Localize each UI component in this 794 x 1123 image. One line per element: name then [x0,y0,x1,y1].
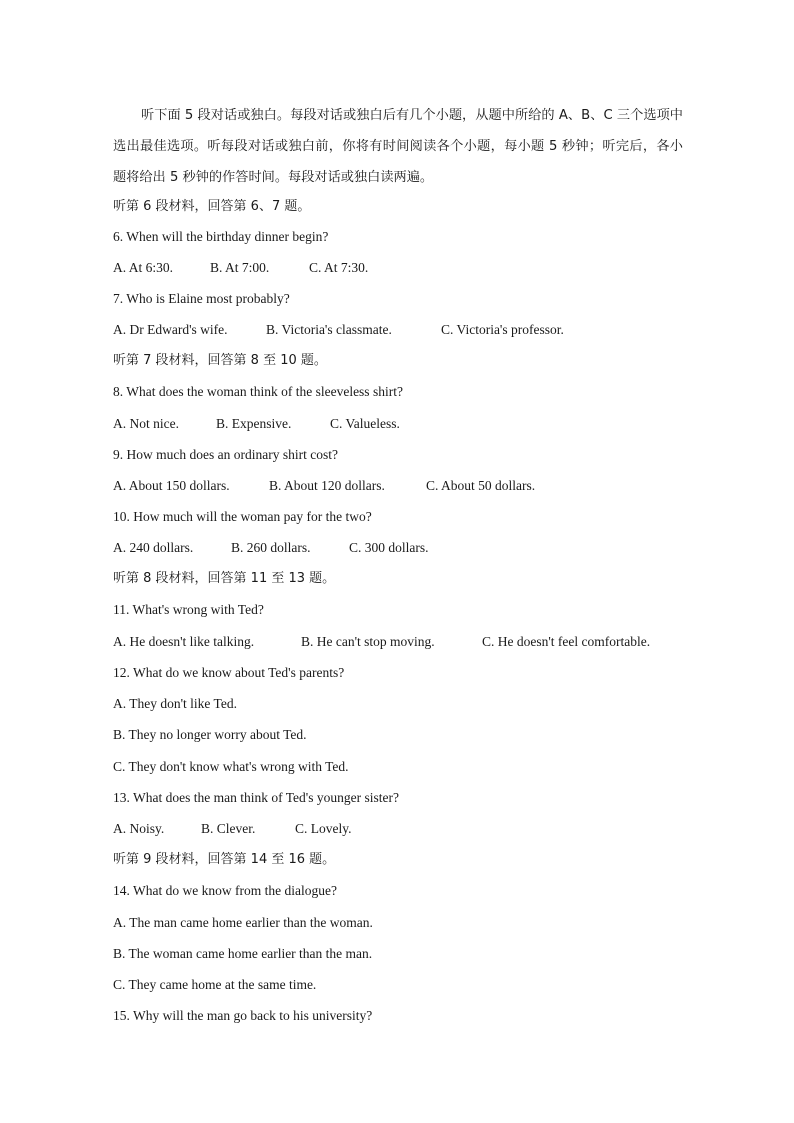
question-6-options [113,259,368,277]
question-15-stem: 15. Why will the man go back to his university? [113,1008,373,1023]
section-heading-7: 听第 7 段材料，回答第 8 至 10 题。 [113,353,327,368]
question-6-stem: 6. When will the birthday dinner begin? [113,229,329,244]
section-heading-6: 听第 6 段材料，回答第 6、7 题。 [113,199,311,214]
question-9-stem: 9. How much does an ordinary shirt cost? [113,447,338,462]
option-b[interactable]: B. Expensive. [216,416,292,431]
option-a[interactable]: A. Noisy. [113,821,165,836]
question-11-stem: 11. What's wrong with Ted? [113,602,264,617]
option-a[interactable]: A. 240 dollars. [113,540,194,555]
question-7-options [113,321,564,339]
option-c[interactable]: C. Victoria's professor. [441,322,564,337]
question-9-options [113,477,535,495]
option-b[interactable]: B. 260 dollars. [231,540,311,555]
option-b[interactable]: B. Clever. [201,821,256,836]
option-a[interactable]: A. He doesn't like talking. [113,634,255,649]
option-a[interactable]: A. They don't like Ted. [113,696,237,711]
question-14-stem: 14. What do we know from the dialogue? [113,883,337,898]
option-a[interactable]: A. At 6:30. [113,260,174,275]
instructions-paragraph: 听下面 5 段对话或独白。每段对话或独白后有几个小题，从题中所给的 A、B、C 三个选项中选出最佳选项。听每段对话或独白前，你将有时间阅读各个小题，每小题 5 秒钟；听完后，各小题将给出 5 秒钟的作答时间。每段对话或独白读两遍。 [113,108,683,185]
option-b[interactable]: B. He can't stop moving. [301,634,435,649]
option-c[interactable]: C. About 50 dollars. [426,478,536,493]
option-a[interactable]: A. Dr Edward's wife. [113,322,228,337]
option-b[interactable]: B. Victoria's classmate. [266,322,392,337]
question-8-stem: 8. What does the woman think of the sleeveless shirt? [113,384,403,399]
option-b[interactable]: B. The woman came home earlier than the man. [113,946,373,961]
question-7-stem: 7. Who is Elaine most probably? [113,291,290,306]
option-c[interactable]: C. At 7:30. [309,260,369,275]
option-a[interactable]: A. About 150 dollars. [113,478,230,493]
option-c[interactable]: C. He doesn't feel comfortable. [482,634,651,649]
option-c[interactable]: C. They came home at the same time. [113,977,317,992]
option-a[interactable]: A. Not nice. [113,416,179,431]
section-heading-9: 听第 9 段材料，回答第 14 至 16 题。 [113,852,336,867]
option-b[interactable]: B. About 120 dollars. [269,478,385,493]
question-13-options [113,820,352,838]
option-a[interactable]: A. The man came home earlier than the woman. [113,915,373,930]
option-c[interactable]: C. Valueless. [330,416,400,431]
question-11-options [113,633,650,651]
option-b[interactable]: B. They no longer worry about Ted. [113,727,307,742]
question-8-options [113,415,400,433]
option-c[interactable]: C. Lovely. [295,821,352,836]
section-heading-8: 听第 8 段材料，回答第 11 至 13 题。 [113,571,336,586]
question-10-options [113,539,429,557]
option-c[interactable]: C. They don't know what's wrong with Ted. [113,759,349,774]
question-13-stem: 13. What does the man think of Ted's younger sister? [113,790,399,805]
question-12-stem: 12. What do we know about Ted's parents? [113,665,345,680]
option-b[interactable]: B. At 7:00. [210,260,270,275]
option-c[interactable]: C. 300 dollars. [349,540,429,555]
question-10-stem: 10. How much will the woman pay for the two? [113,509,372,524]
